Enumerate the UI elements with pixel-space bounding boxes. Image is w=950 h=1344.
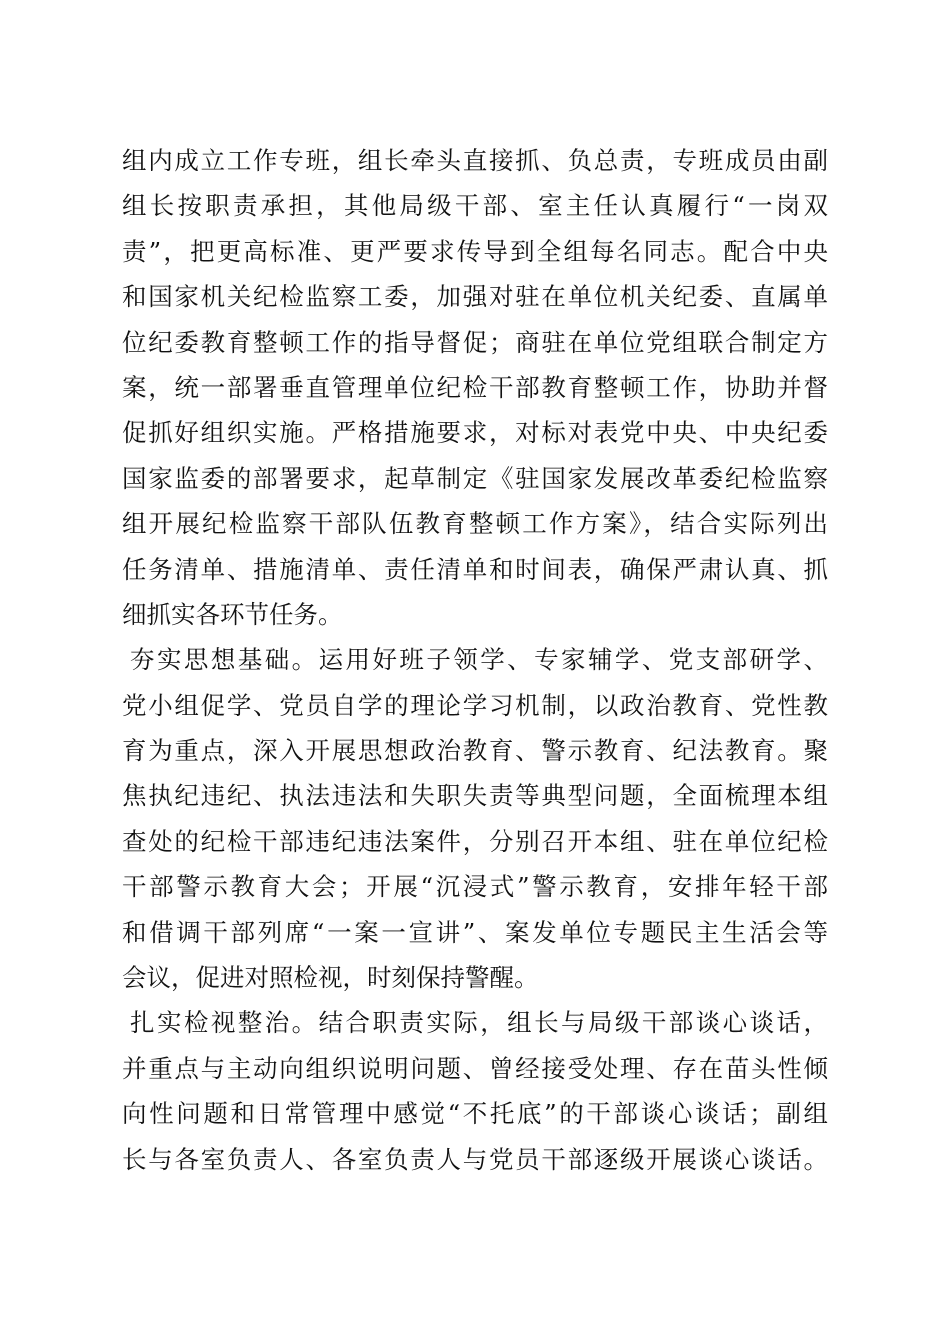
text-line: 查处的纪检干部违纪违法案件，分别召开本组、驻在单位纪检 (122, 826, 828, 856)
text-line: 并重点与主动向组织说明问题、曾经接受处理、存在苗头性倾 (122, 1053, 828, 1083)
text-line: 责”，把更高标准、更严要求传导到全组每名同志。配合中央 (122, 236, 828, 266)
text-line: 向性问题和日常管理中感觉“不托底”的干部谈心谈话；副组 (122, 1099, 828, 1129)
text-line: 会议，促进对照检视，时刻保持警醒。 (122, 963, 539, 993)
text-line: 党小组促学、党员自学的理论学习机制，以政治教育、党性教 (122, 690, 828, 720)
text-line: 位纪委教育整顿工作的指导督促；商驻在单位党组联合制定方 (122, 327, 828, 357)
text-line: 组内成立工作专班，组长牵头直接抓、负总责，专班成员由副 (122, 146, 828, 175)
text-line: 细抓实各环节任务。 (122, 599, 343, 629)
text-line: 任务清单、措施清单、责任清单和时间表，确保严肃认真、抓 (122, 554, 828, 584)
text-line: 和国家机关纪检监察工委，加强对驻在单位机关纪委、直属单 (122, 282, 828, 312)
text-line: 案，统一部署垂直管理单位纪检干部教育整顿工作，协助并督 (122, 372, 828, 402)
text-line: 和借调干部列席“一案一宣讲”、案发单位专题民主生活会等 (122, 917, 828, 947)
text-line: 组开展纪检监察干部队伍教育整顿工作方案》，结合实际列出 (122, 509, 828, 539)
text-line: 焦执纪违纪、执法违法和失职失责等典型问题，全面梳理本组 (122, 781, 828, 811)
text-line: 长与各室负责人、各室负责人与党员干部逐级开展谈心谈话。 (122, 1144, 828, 1174)
text-line: 促抓好组织实施。严格措施要求，对标对表党中央、中央纪委 (122, 418, 828, 448)
text-line: 组长按职责承担，其他局级干部、室主任认真履行“一岗双 (122, 191, 828, 221)
text-line: 育为重点，深入开展思想政治教育、警示教育、纪法教育。聚 (122, 736, 828, 766)
paragraph-inspection-rectification (122, 1000, 828, 1182)
document-body (122, 138, 828, 1182)
paragraph-ideological-foundation (122, 637, 828, 1000)
text-line: 干部警示教育大会；开展“沉浸式”警示教育，安排年轻干部 (122, 872, 828, 902)
text-line: 扎实检视整治。结合职责实际，组长与局级干部谈心谈话， (130, 1008, 828, 1038)
text-line: 国家监委的部署要求，起草制定《驻国家发展改革委纪检监察 (122, 463, 828, 493)
text-line: 夯实思想基础。运用好班子领学、专家辅学、党支部研学、 (130, 645, 828, 675)
paragraph-work-team (122, 138, 828, 637)
